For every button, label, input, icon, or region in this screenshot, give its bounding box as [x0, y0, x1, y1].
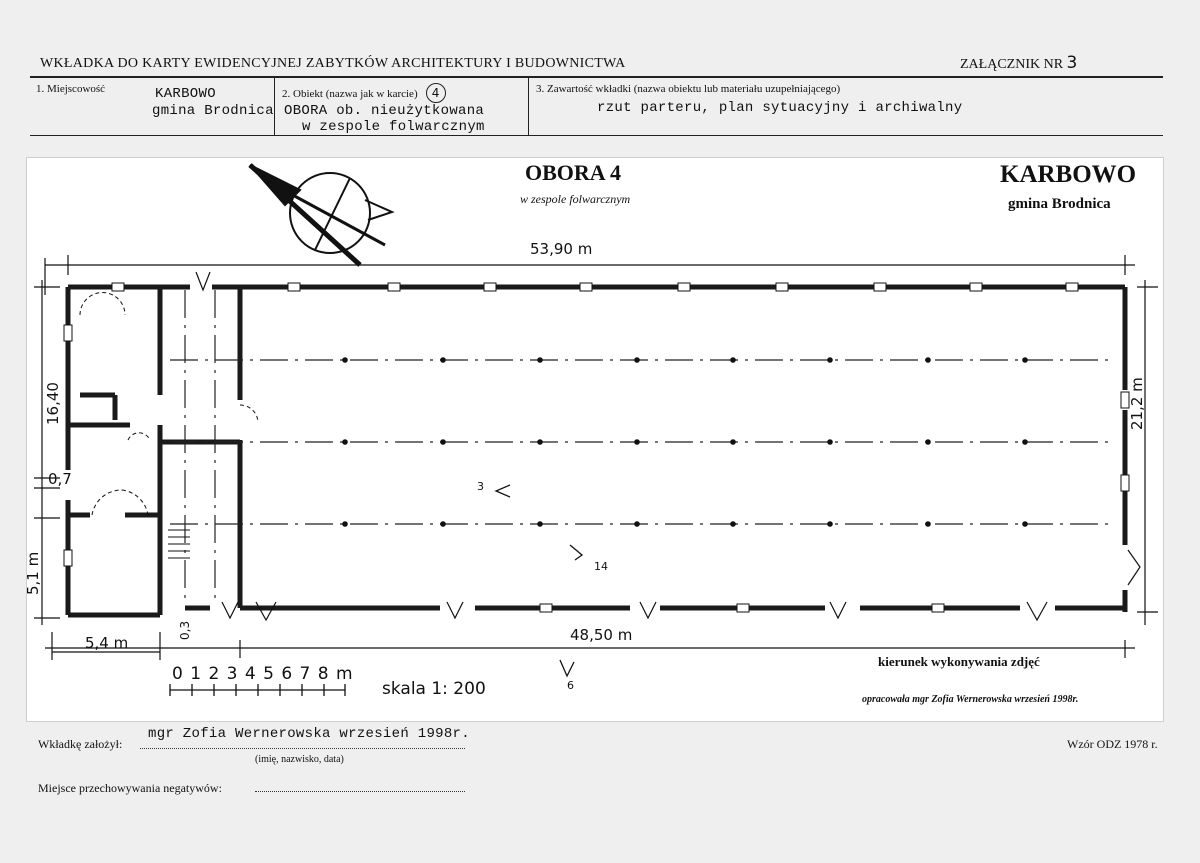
dim-left-bottom: 5,4 m [85, 634, 129, 652]
locality-value-2: gmina Brodnica [152, 103, 274, 119]
photo-direction-label: kierunek wykonywania zdjęć [878, 654, 1040, 669]
founder-line [140, 747, 465, 749]
north-arrow-icon [250, 165, 392, 265]
plan-subtitle: w zespole folwarcznym [520, 192, 631, 206]
doors [80, 293, 258, 516]
structural-axes [170, 290, 1115, 605]
negatives-line [255, 790, 465, 792]
photo-14-label: 14 [594, 560, 608, 573]
scale-numbers: 0 1 2 3 4 5 6 7 8 m [172, 664, 354, 684]
object-value-1: OBORA ob. nieużytkowana [284, 103, 485, 119]
plan-place: KARBOWO [1000, 161, 1137, 188]
annex-label-text: ZAŁĄCZNIK NR [960, 57, 1064, 72]
dim-left-b: 0,7 [48, 470, 72, 488]
dimension-lines [34, 255, 1158, 660]
staircase [168, 530, 190, 558]
dim-right: 21,2 m [1128, 377, 1146, 430]
contents-label: 3. Zawartość wkładki (nazwa obiektu lub materiału uzupełniającego) [536, 83, 841, 95]
plan-title: OBORA 4 [525, 160, 621, 185]
form-title: WKŁADKA DO KARTY EWIDENCYJNEJ ZABYTKÓW ARCHITEKTURY I BUDOWNICTWA [40, 56, 626, 71]
contents-value: rzut parteru, plan sytuacyjny i archiwalny [597, 100, 963, 116]
photo-markers [496, 485, 582, 676]
dim-left-c: 5,1 m [24, 551, 42, 595]
plan-commune: gmina Brodnica [1008, 196, 1111, 212]
locality-label: 1. Miejscowość [36, 83, 106, 95]
plan-author: opracowała mgr Zofia Wernerowska wrzesień 1998r. [862, 694, 1079, 705]
photo-3-label: 3 [477, 480, 484, 493]
founder-hint: (imię, nazwisko, data) [255, 754, 344, 765]
dim-bottom: 48,50 m [570, 626, 633, 644]
dim-top: 53,90 m [530, 240, 593, 258]
object-label-text: 2. Obiekt (nazwa jak w karcie) [282, 88, 418, 100]
negatives-label: Miejsce przechowywania negatywów: [38, 781, 222, 795]
scale-bar [170, 684, 345, 696]
dim-small: 0,3 [178, 620, 192, 640]
locality-value-1: KARBOWO [155, 86, 216, 102]
founder-value: mgr Zofia Wernerowska wrzesień 1998r. [148, 726, 470, 742]
founder-label: Wkładkę założył: [38, 737, 123, 751]
door-leaves [196, 272, 1140, 620]
annex-number: 3 [1066, 53, 1078, 73]
photo-6-label: 6 [567, 679, 574, 692]
object-value-2: w zespole folwarcznym [302, 119, 485, 135]
dim-left-a: 16,40 [44, 382, 62, 425]
form-version: Wzór ODZ 1978 r. [1067, 737, 1158, 751]
object-number: 4 [426, 83, 446, 103]
scale-label: skala 1: 200 [382, 679, 486, 699]
